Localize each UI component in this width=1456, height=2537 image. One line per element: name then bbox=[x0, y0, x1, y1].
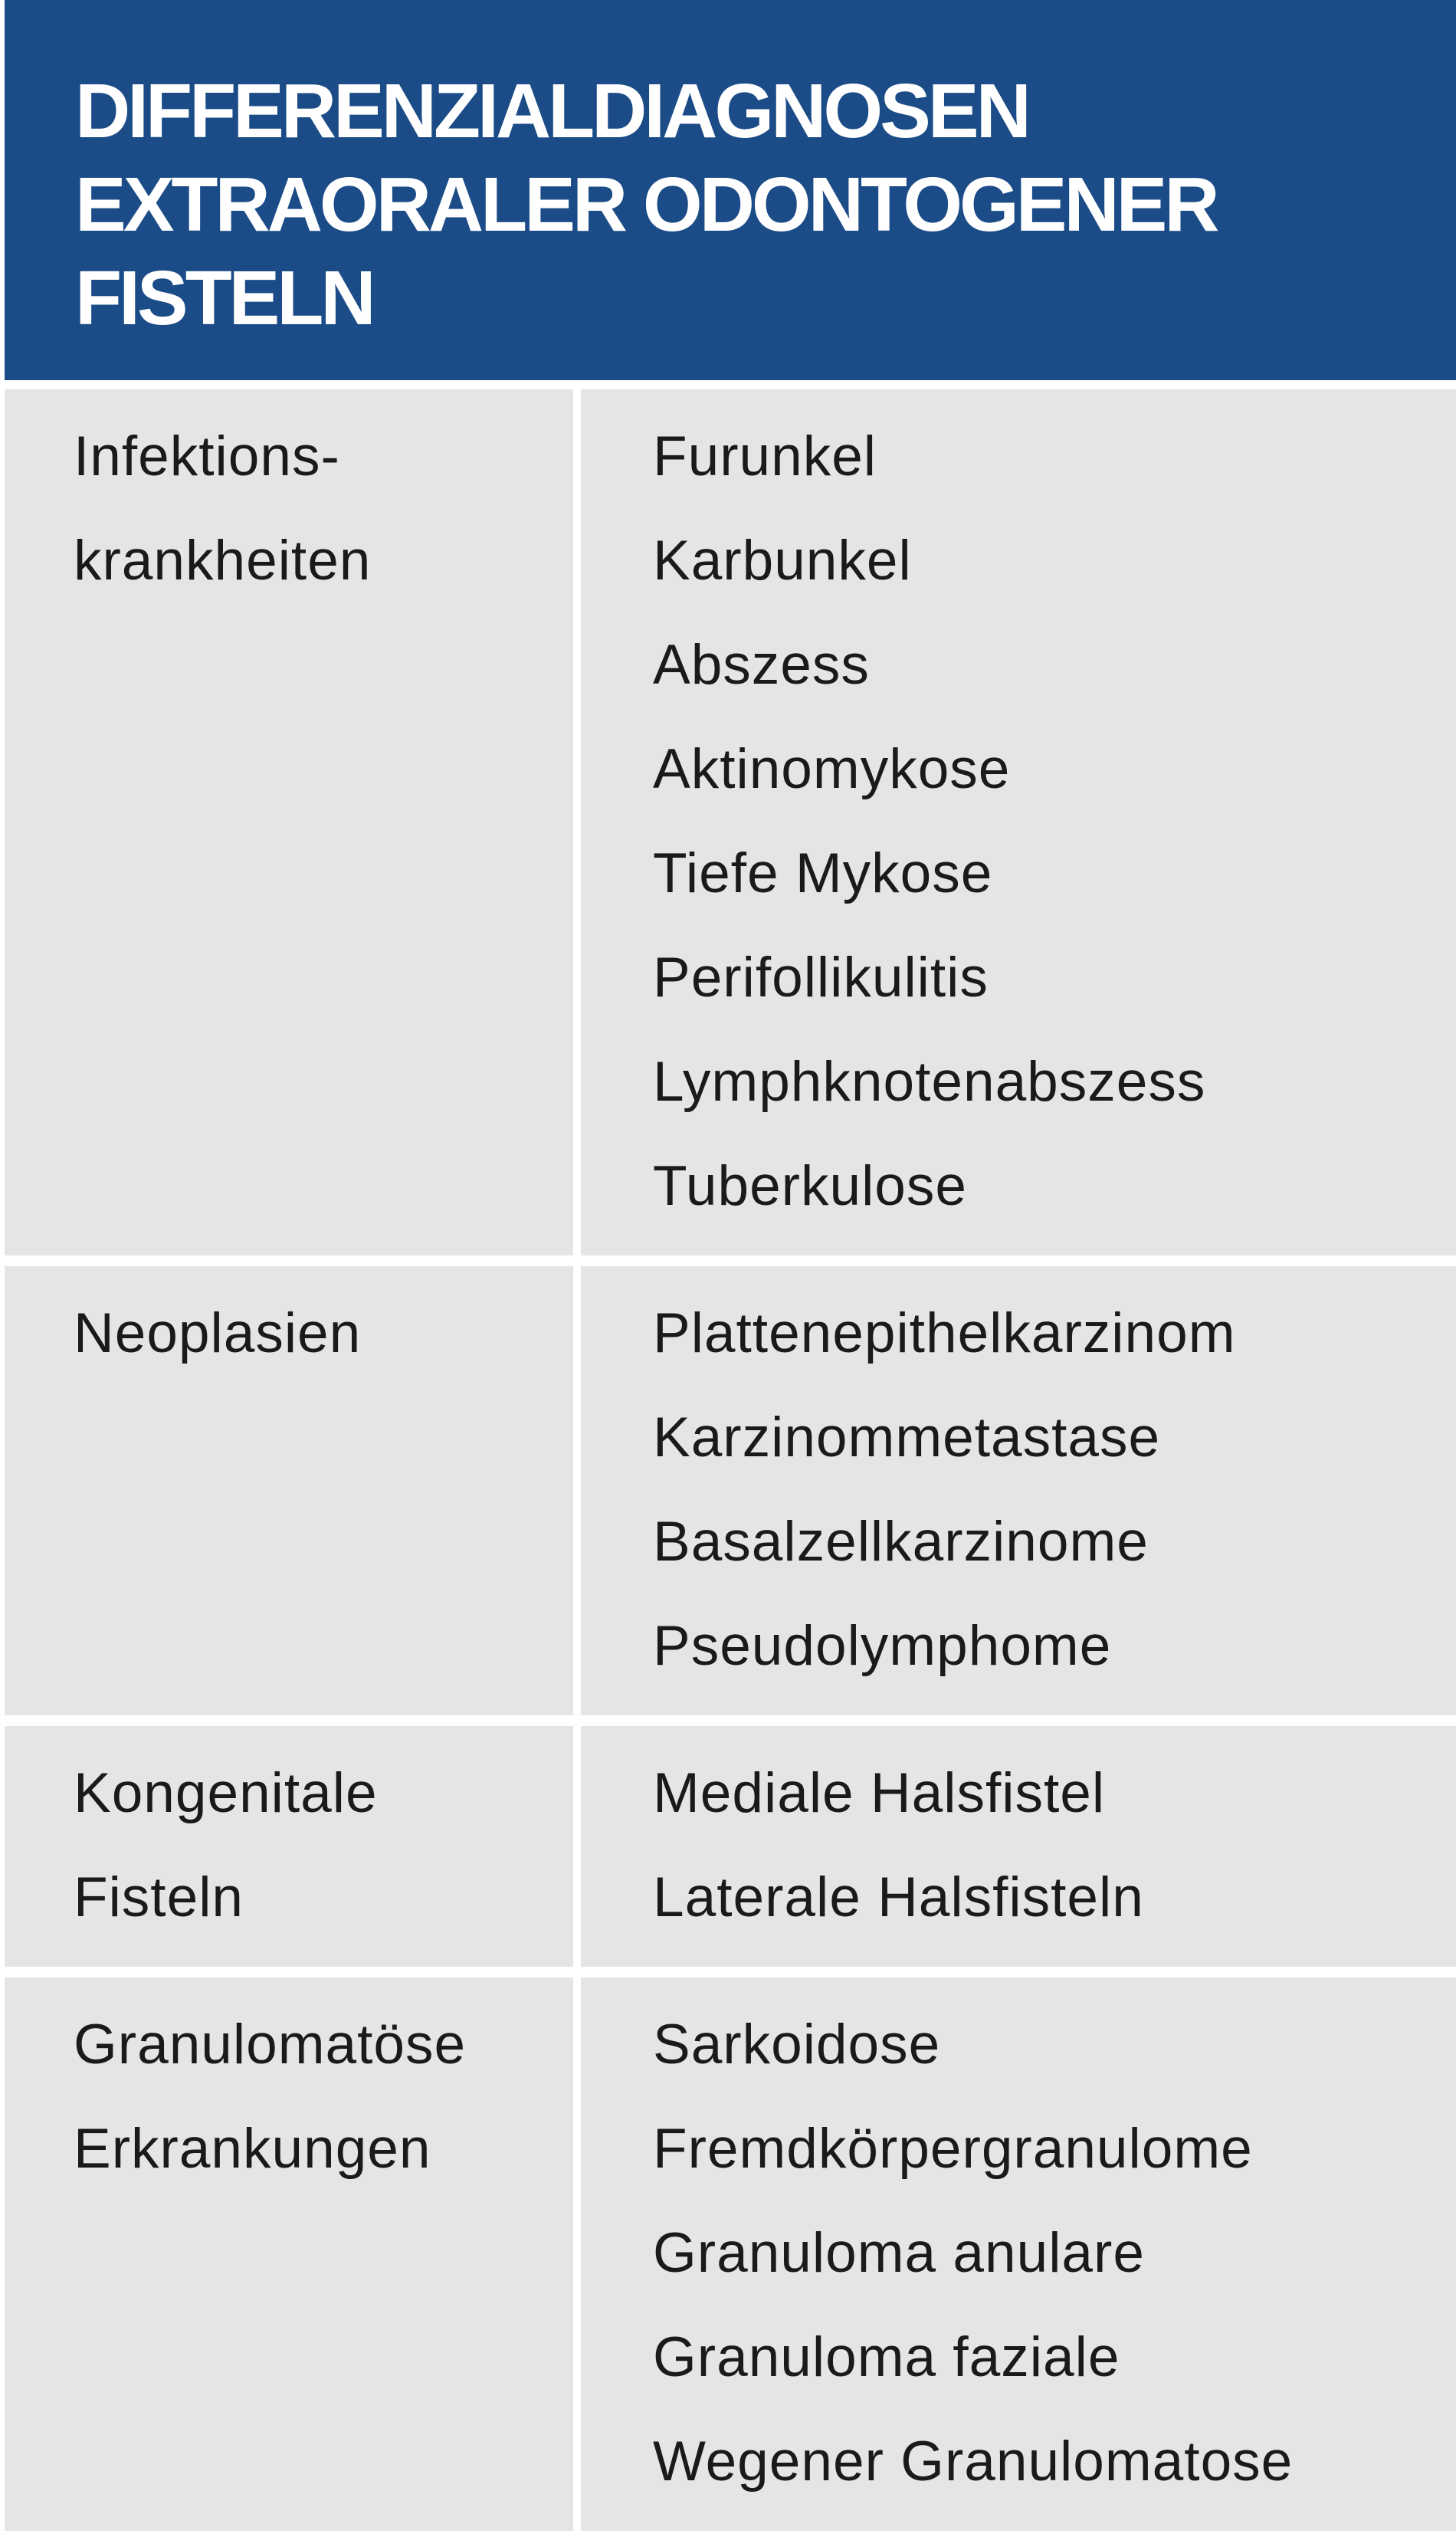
category-line: Infektions- bbox=[74, 425, 340, 487]
diagnosis-item: Perifollikulitis bbox=[653, 947, 989, 1009]
diagnosis-item: Basalzellkarzinome bbox=[653, 1511, 1149, 1573]
category-line: Granulomatöse bbox=[74, 2014, 467, 2076]
diagnosis-item: Granuloma anulare bbox=[653, 2222, 1145, 2284]
category-line: Erkrankungen bbox=[74, 2118, 431, 2180]
diagnosis-item: Pseudolymphome bbox=[653, 1615, 1112, 1677]
diagnosis-item: Furunkel bbox=[653, 425, 877, 487]
diagnosis-item: Plattenepithelkarzinom bbox=[653, 1302, 1236, 1364]
column-divider bbox=[573, 1977, 581, 2531]
figure-header bbox=[5, 0, 1456, 380]
category-line: Neoplasien bbox=[74, 1302, 362, 1364]
table-row-kongenitale-fisteln bbox=[5, 1726, 1456, 1967]
category-line: Kongenitale bbox=[74, 1762, 378, 1824]
diagnosis-item: Aktinomykose bbox=[653, 738, 1011, 800]
diagnosis-item: Karzinommetastase bbox=[653, 1406, 1161, 1469]
page-title-line: EXTRAORALER ODONTOGENER bbox=[75, 162, 1217, 248]
table-row-infektionskrankheiten bbox=[5, 389, 1456, 1255]
diagnosis-item: Karbunkel bbox=[653, 530, 912, 592]
category-cell bbox=[5, 1726, 573, 1967]
table-row-neoplasien bbox=[5, 1266, 1456, 1715]
diagnosis-item: Laterale Halsfisteln bbox=[653, 1866, 1144, 1928]
table-row-granulomatoese-erkrankungen bbox=[5, 1977, 1456, 2531]
items-cell bbox=[581, 389, 1456, 1255]
diagnosis-item: Abszess bbox=[653, 634, 870, 696]
diagnosis-item: Tuberkulose bbox=[653, 1155, 968, 1217]
page-title-line: DIFFERENZIALDIAGNOSEN bbox=[75, 68, 1028, 154]
diagnosis-item: Wegener Granulomatose bbox=[653, 2430, 1294, 2493]
category-cell bbox=[5, 1977, 573, 2531]
diagnosis-item: Fremdkörpergranulome bbox=[653, 2118, 1253, 2180]
diagnosis-item: Tiefe Mykose bbox=[653, 842, 993, 904]
column-divider bbox=[573, 1726, 581, 1967]
items-cell bbox=[581, 1977, 1456, 2531]
items-cell bbox=[581, 1266, 1456, 1715]
page-title bbox=[5, 0, 1456, 345]
diagnosis-item: Sarkoidose bbox=[653, 2014, 941, 2076]
category-cell bbox=[5, 1266, 573, 1715]
column-divider bbox=[573, 1266, 581, 1715]
category-line: krankheiten bbox=[74, 530, 372, 592]
diagnosis-item: Lymphknotenabszess bbox=[653, 1051, 1206, 1113]
page-title-line: FISTELN bbox=[75, 255, 373, 341]
diagnosis-item: Mediale Halsfistel bbox=[653, 1762, 1106, 1824]
column-divider bbox=[573, 389, 581, 1255]
category-line: Fisteln bbox=[74, 1866, 244, 1928]
items-cell bbox=[581, 1726, 1456, 1967]
category-cell bbox=[5, 389, 573, 1255]
diagnosis-item: Granuloma faziale bbox=[653, 2326, 1120, 2388]
